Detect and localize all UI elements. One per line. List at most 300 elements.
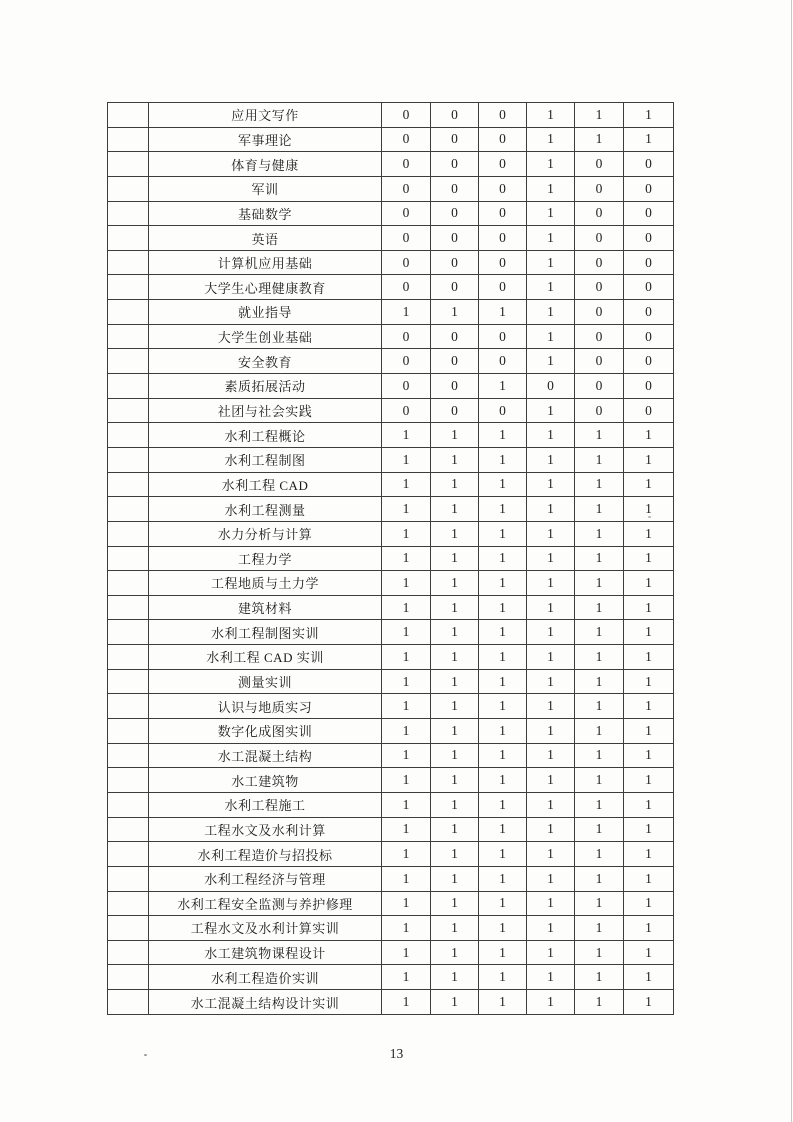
table-row [108,792,674,817]
value-cell: 1 [575,546,624,571]
value-cell: 1 [575,891,624,916]
value-cell: 1 [624,669,674,694]
value-cell: 1 [575,940,624,965]
value-cell: 1 [382,423,431,448]
value-cell: 1 [431,719,479,744]
row-index-cell [108,349,149,374]
value-cell: 1 [479,497,527,522]
value-cell: 1 [382,842,431,867]
value-cell: 0 [479,349,527,374]
value-cell: 1 [624,521,674,546]
row-index-cell [108,768,149,793]
table-row [108,546,674,571]
value-cell: 0 [431,127,479,152]
value-cell: 1 [431,743,479,768]
value-cell: 1 [527,743,575,768]
value-cell: 0 [575,201,624,226]
value-cell: 0 [382,324,431,349]
value-cell: 1 [382,768,431,793]
value-cell: 0 [575,226,624,251]
course-name-cell: 基础数学 [149,201,382,226]
value-cell: 1 [624,891,674,916]
row-index-cell [108,891,149,916]
table-row [108,866,674,891]
value-cell: 1 [527,719,575,744]
table-row [108,497,674,522]
value-cell: 0 [431,275,479,300]
value-cell: 1 [575,694,624,719]
row-index-cell [108,226,149,251]
value-cell: 1 [431,620,479,645]
value-cell: 0 [624,349,674,374]
table-row [108,324,674,349]
value-cell: 1 [527,571,575,596]
table-row [108,891,674,916]
course-name-cell: 素质拓展活动 [149,374,382,399]
value-cell: 1 [431,497,479,522]
value-cell: 0 [382,226,431,251]
value-cell: 1 [624,546,674,571]
value-cell: 1 [575,103,624,128]
course-name-cell: 水力分析与计算 [149,521,382,546]
value-cell: 1 [624,423,674,448]
value-cell: 0 [431,398,479,423]
row-index-cell [108,176,149,201]
value-cell: 1 [624,743,674,768]
course-name-cell: 工程力学 [149,546,382,571]
row-index-cell [108,300,149,325]
value-cell: 1 [479,571,527,596]
value-cell: 1 [479,546,527,571]
value-cell: 0 [624,201,674,226]
value-cell: 0 [431,176,479,201]
value-cell: 1 [382,472,431,497]
value-cell: 1 [527,866,575,891]
row-index-cell [108,990,149,1015]
value-cell: 1 [575,423,624,448]
table-row [108,398,674,423]
value-cell: 1 [575,842,624,867]
value-cell: 1 [479,374,527,399]
row-index-cell [108,792,149,817]
course-name-cell: 水工建筑物课程设计 [149,940,382,965]
course-table-body [108,103,674,1015]
value-cell: 1 [479,817,527,842]
value-cell: 1 [624,571,674,596]
table-row [108,152,674,177]
row-index-cell [108,324,149,349]
value-cell: 0 [382,152,431,177]
value-cell: 1 [431,866,479,891]
row-index-cell [108,694,149,719]
value-cell: 0 [382,176,431,201]
row-index-cell [108,571,149,596]
value-cell: 1 [479,866,527,891]
course-name-cell: 水利工程 CAD 实训 [149,645,382,670]
table-row [108,817,674,842]
course-name-cell: 大学生心理健康教育 [149,275,382,300]
value-cell: 1 [527,201,575,226]
table-row [108,694,674,719]
value-cell: 1 [479,300,527,325]
value-cell: 1 [527,768,575,793]
value-cell: 0 [479,103,527,128]
value-cell: 1 [624,940,674,965]
course-name-cell: 工程地质与土力学 [149,571,382,596]
value-cell: 1 [624,620,674,645]
course-name-cell: 水工混凝土结构 [149,743,382,768]
scan-edge-line [791,0,792,1122]
table-row [108,300,674,325]
row-index-cell [108,866,149,891]
row-index-cell [108,152,149,177]
table-row [108,768,674,793]
value-cell: 1 [624,792,674,817]
course-name-cell: 安全教育 [149,349,382,374]
value-cell: 0 [624,398,674,423]
value-cell: 1 [527,645,575,670]
table-row [108,645,674,670]
row-index-cell [108,645,149,670]
value-cell: 1 [624,990,674,1015]
course-name-cell: 英语 [149,226,382,251]
course-name-cell: 建筑材料 [149,595,382,620]
value-cell: 0 [479,275,527,300]
table-row [108,916,674,941]
course-name-cell: 大学生创业基础 [149,324,382,349]
value-cell: 1 [431,423,479,448]
value-cell: 1 [575,792,624,817]
row-index-cell [108,620,149,645]
value-cell: 1 [479,990,527,1015]
value-cell: 1 [431,521,479,546]
course-name-cell: 水利工程经济与管理 [149,866,382,891]
value-cell: 1 [527,176,575,201]
value-cell: 0 [479,324,527,349]
value-cell: 1 [382,792,431,817]
value-cell: 1 [431,817,479,842]
value-cell: 1 [431,669,479,694]
value-cell: 1 [575,719,624,744]
value-cell: 1 [527,324,575,349]
value-cell: 1 [479,521,527,546]
value-cell: 1 [575,669,624,694]
value-cell: 1 [382,940,431,965]
value-cell: 1 [382,497,431,522]
value-cell: 0 [431,250,479,275]
value-cell: 0 [575,398,624,423]
value-cell: 1 [575,595,624,620]
value-cell: 1 [527,990,575,1015]
course-name-cell: 水利工程施工 [149,792,382,817]
value-cell: 1 [382,719,431,744]
table-row [108,842,674,867]
value-cell: 1 [624,497,674,522]
value-cell: 1 [527,349,575,374]
course-name-cell: 计算机应用基础 [149,250,382,275]
value-cell: 1 [527,497,575,522]
value-cell: 1 [479,743,527,768]
row-index-cell [108,521,149,546]
value-cell: 1 [624,127,674,152]
value-cell: 1 [624,472,674,497]
value-cell: 1 [431,792,479,817]
value-cell: 1 [479,645,527,670]
value-cell: 1 [624,645,674,670]
table-row [108,990,674,1015]
value-cell: 1 [479,447,527,472]
value-cell: 1 [527,472,575,497]
scan-speck [144,1054,147,1056]
value-cell: 1 [479,620,527,645]
value-cell: 1 [527,226,575,251]
value-cell: 0 [479,226,527,251]
value-cell: 1 [527,546,575,571]
row-index-cell [108,275,149,300]
course-name-cell: 应用文写作 [149,103,382,128]
table-row [108,571,674,596]
value-cell: 1 [575,990,624,1015]
row-index-cell [108,916,149,941]
value-cell: 1 [479,940,527,965]
row-index-cell [108,595,149,620]
page-number: 13 [389,1046,404,1061]
value-cell: 1 [479,792,527,817]
course-name-cell: 认识与地质实习 [149,694,382,719]
value-cell: 1 [527,694,575,719]
value-cell: 1 [624,768,674,793]
row-index-cell [108,103,149,128]
value-cell: 0 [624,374,674,399]
course-name-cell: 水利工程造价实训 [149,965,382,990]
value-cell: 1 [431,768,479,793]
value-cell: 1 [382,447,431,472]
value-cell: 0 [575,275,624,300]
row-index-cell [108,250,149,275]
table-row [108,423,674,448]
value-cell: 0 [624,250,674,275]
value-cell: 1 [527,842,575,867]
course-name-cell: 工程水文及水利计算 [149,817,382,842]
value-cell: 0 [431,152,479,177]
value-cell: 1 [431,546,479,571]
value-cell: 0 [479,127,527,152]
value-cell: 1 [624,916,674,941]
value-cell: 1 [575,768,624,793]
table-row [108,719,674,744]
value-cell: 1 [624,694,674,719]
value-cell: 1 [527,817,575,842]
value-cell: 1 [527,250,575,275]
value-cell: 1 [479,965,527,990]
value-cell: 1 [527,620,575,645]
course-name-cell: 水工建筑物 [149,768,382,793]
course-table [107,102,674,1015]
table-row [108,226,674,251]
row-index-cell [108,423,149,448]
course-name-cell: 水工混凝土结构设计实训 [149,990,382,1015]
table-row [108,250,674,275]
value-cell: 1 [382,546,431,571]
value-cell: 1 [479,768,527,793]
value-cell: 0 [479,201,527,226]
course-name-cell: 数字化成图实训 [149,719,382,744]
value-cell: 0 [382,374,431,399]
value-cell: 1 [527,103,575,128]
value-cell: 1 [575,743,624,768]
value-cell: 1 [382,916,431,941]
table-row [108,275,674,300]
value-cell: 1 [431,965,479,990]
value-cell: 0 [431,201,479,226]
value-cell: 1 [382,669,431,694]
value-cell: 0 [575,176,624,201]
value-cell: 1 [624,447,674,472]
value-cell: 1 [382,891,431,916]
value-cell: 1 [527,916,575,941]
value-cell: 1 [575,472,624,497]
value-cell: 1 [431,891,479,916]
value-cell: 0 [382,349,431,374]
table-row [108,620,674,645]
table-row [108,940,674,965]
table-row [108,349,674,374]
value-cell: 1 [431,940,479,965]
table-row [108,374,674,399]
row-index-cell [108,842,149,867]
value-cell: 1 [382,694,431,719]
value-cell: 1 [479,891,527,916]
value-cell: 1 [431,916,479,941]
value-cell: 0 [479,176,527,201]
value-cell: 1 [431,447,479,472]
value-cell: 0 [575,324,624,349]
value-cell: 1 [527,940,575,965]
value-cell: 1 [382,866,431,891]
value-cell: 0 [479,250,527,275]
value-cell: 0 [382,127,431,152]
value-cell: 1 [479,472,527,497]
row-index-cell [108,546,149,571]
value-cell: 1 [382,817,431,842]
value-cell: 1 [382,521,431,546]
value-cell: 0 [575,374,624,399]
value-cell: 0 [382,398,431,423]
value-cell: 1 [382,620,431,645]
value-cell: 0 [431,349,479,374]
course-name-cell: 水利工程安全监测与养护修理 [149,891,382,916]
value-cell: 1 [431,300,479,325]
table-row [108,127,674,152]
value-cell: 1 [575,916,624,941]
course-name-cell: 军事理论 [149,127,382,152]
row-index-cell [108,127,149,152]
row-index-cell [108,817,149,842]
course-name-cell: 水利工程造价与招投标 [149,842,382,867]
value-cell: 1 [479,423,527,448]
row-index-cell [108,940,149,965]
value-cell: 1 [431,842,479,867]
row-index-cell [108,669,149,694]
value-cell: 0 [431,226,479,251]
row-index-cell [108,201,149,226]
value-cell: 1 [382,965,431,990]
value-cell: 1 [382,300,431,325]
value-cell: 1 [382,990,431,1015]
scan-speck [648,516,651,518]
value-cell: 1 [527,447,575,472]
value-cell: 0 [624,226,674,251]
row-index-cell [108,472,149,497]
value-cell: 1 [479,694,527,719]
value-cell: 1 [624,595,674,620]
value-cell: 1 [431,595,479,620]
value-cell: 1 [575,866,624,891]
value-cell: 0 [575,250,624,275]
course-name-cell: 水利工程测量 [149,497,382,522]
value-cell: 0 [624,275,674,300]
value-cell: 1 [382,595,431,620]
value-cell: 1 [527,891,575,916]
value-cell: 1 [431,694,479,719]
value-cell: 1 [624,866,674,891]
value-cell: 1 [479,719,527,744]
value-cell: 0 [575,300,624,325]
value-cell: 0 [575,349,624,374]
value-cell: 1 [624,842,674,867]
course-name-cell: 水利工程 CAD [149,472,382,497]
row-index-cell [108,374,149,399]
value-cell: 0 [624,152,674,177]
value-cell: 0 [527,374,575,399]
value-cell: 1 [624,719,674,744]
value-cell: 0 [431,324,479,349]
value-cell: 1 [479,842,527,867]
value-cell: 1 [479,916,527,941]
value-cell: 1 [527,423,575,448]
value-cell: 1 [527,521,575,546]
table-row [108,201,674,226]
value-cell: 0 [624,300,674,325]
value-cell: 0 [624,176,674,201]
table-row [108,595,674,620]
table-row [108,472,674,497]
course-name-cell: 就业指导 [149,300,382,325]
value-cell: 1 [431,472,479,497]
value-cell: 1 [527,152,575,177]
table-row [108,669,674,694]
value-cell: 1 [527,127,575,152]
value-cell: 1 [479,595,527,620]
value-cell: 1 [624,103,674,128]
row-index-cell [108,447,149,472]
row-index-cell [108,398,149,423]
course-name-cell: 水利工程概论 [149,423,382,448]
row-index-cell [108,965,149,990]
course-name-cell: 工程水文及水利计算实训 [149,916,382,941]
value-cell: 1 [527,792,575,817]
value-cell: 1 [431,990,479,1015]
value-cell: 1 [575,521,624,546]
table-row [108,103,674,128]
course-name-cell: 军训 [149,176,382,201]
value-cell: 1 [575,645,624,670]
value-cell: 0 [382,250,431,275]
value-cell: 1 [527,669,575,694]
value-cell: 1 [575,965,624,990]
value-cell: 1 [624,965,674,990]
value-cell: 1 [527,398,575,423]
